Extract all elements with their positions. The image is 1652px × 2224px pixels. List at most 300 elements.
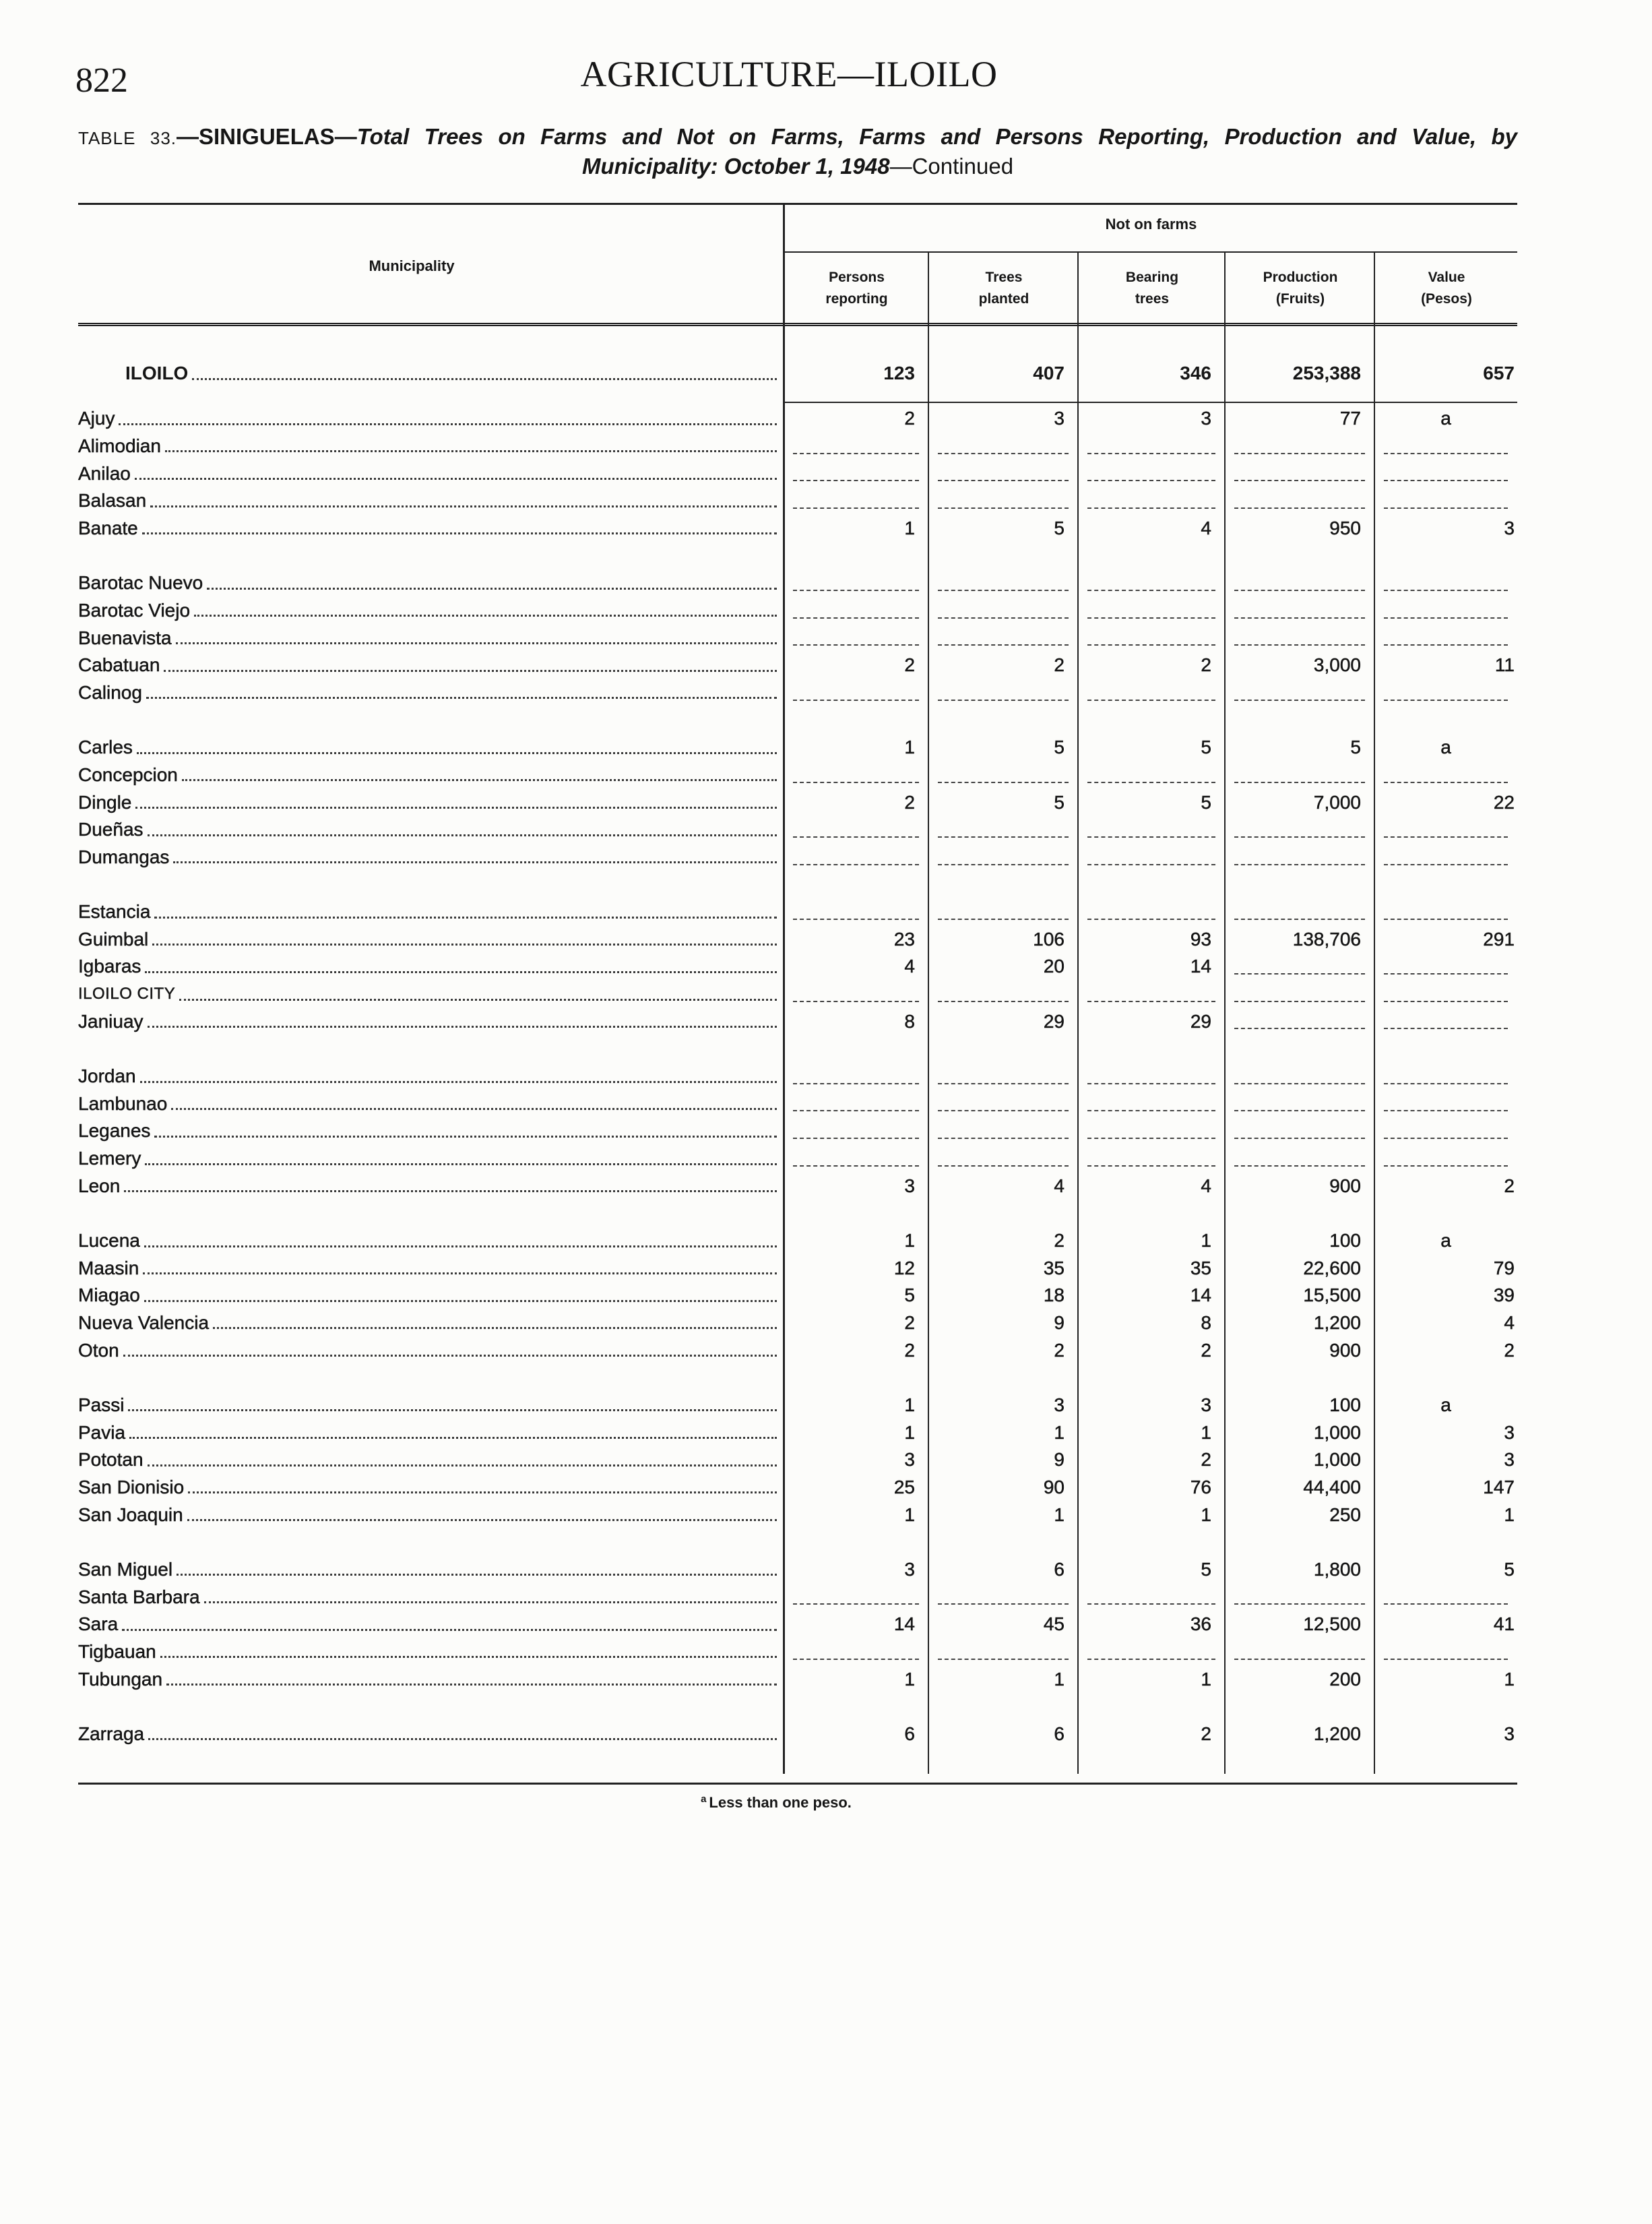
- footnote-marker: a: [701, 1793, 707, 1805]
- value-pesos-value: 3: [1504, 1723, 1515, 1744]
- persons-reporting-cell: [784, 898, 928, 926]
- table-row: [78, 1117, 1517, 1145]
- trees-planted-cell: [928, 1665, 1078, 1693]
- municipality-label: Jordan: [78, 1065, 136, 1087]
- persons-reporting-cell: [784, 569, 928, 597]
- trees-planted-cell: [928, 487, 1078, 515]
- bearing-trees-value: 2: [1201, 1449, 1211, 1471]
- trees-planted-cell: [928, 953, 1078, 981]
- municipality-cell: [78, 981, 784, 1008]
- production-fruits-value: 138,706: [1292, 928, 1361, 950]
- dot-leader: [119, 423, 777, 425]
- value-pesos-value: a: [1440, 1230, 1451, 1252]
- table-row: [78, 981, 1517, 1008]
- bearing-trees-value: 36: [1190, 1613, 1211, 1635]
- trees-planted-cell: [928, 1227, 1078, 1255]
- persons-reporting-cell: [784, 1583, 928, 1611]
- persons-reporting-value: 2: [904, 408, 915, 429]
- trees-planted-value: 407: [1033, 363, 1065, 384]
- table-row: [78, 460, 1517, 487]
- bearing-trees-value: 346: [1180, 363, 1211, 384]
- trees-planted-value: 3: [1054, 1394, 1065, 1415]
- group-spacer: [78, 706, 1517, 734]
- table-row: [78, 1063, 1517, 1090]
- bearing-trees-value: 3: [1201, 408, 1211, 429]
- footnote-text: Less than one peso.: [709, 1794, 852, 1811]
- production-fruits-cell: [1225, 460, 1374, 487]
- municipality-cell: [78, 1008, 784, 1035]
- trees-planted-cell: [928, 1172, 1078, 1200]
- dot-leader: [135, 807, 777, 809]
- trees-planted-cell: [928, 1008, 1078, 1035]
- trees-planted-cell: [928, 789, 1078, 816]
- trees-planted-cell: [928, 762, 1078, 789]
- dot-leader: [165, 450, 777, 452]
- municipality-label: Santa Barbara: [78, 1586, 200, 1607]
- municipality-cell: [78, 433, 784, 460]
- production-fruits-cell: [1225, 1227, 1374, 1255]
- municipality-label: Ajuy: [78, 408, 115, 429]
- municipality-label: ILOILO CITY: [78, 985, 176, 1003]
- trees-planted-cell: [928, 1583, 1078, 1611]
- table-number: TABLE 33.: [78, 128, 177, 148]
- persons-reporting-cell: [784, 405, 928, 433]
- municipality-cell: [78, 1556, 784, 1584]
- persons-reporting-cell: [784, 1638, 928, 1666]
- column-header-production: [1226, 267, 1374, 310]
- table-row: [78, 925, 1517, 953]
- municipality-label: Lambunao: [78, 1092, 168, 1114]
- bearing-trees-value: 2: [1201, 1339, 1211, 1361]
- bearing-trees-cell: [1078, 1474, 1225, 1502]
- trees-planted-value: 18: [1043, 1285, 1065, 1306]
- production-fruits-cell: [1225, 1556, 1374, 1584]
- dot-leader: [146, 697, 777, 699]
- continued-note: —Continued: [889, 154, 1014, 179]
- trees-planted-value: 3: [1054, 408, 1065, 429]
- persons-reporting-cell: [784, 1227, 928, 1255]
- table-row: [78, 1583, 1517, 1611]
- dot-leader: [148, 1464, 777, 1466]
- value-pesos-cell: [1374, 405, 1517, 433]
- dot-leader: [148, 834, 777, 836]
- table-row: [78, 652, 1517, 679]
- group-spacer: [78, 1364, 1517, 1392]
- bearing-trees-cell: [1078, 953, 1225, 981]
- value-pesos-value: 291: [1483, 928, 1515, 950]
- value-pesos-cell: [1374, 1008, 1517, 1035]
- bearing-trees-value: 3: [1201, 1394, 1211, 1415]
- trees-planted-cell: [928, 898, 1078, 926]
- table-title: Total Trees on Farms and Not on Farms, Farms and Persons Reporting, Production and Value, by: [356, 124, 1517, 149]
- dot-leader: [137, 752, 777, 754]
- municipality-cell: [78, 1254, 784, 1282]
- persons-reporting-cell: [784, 789, 928, 816]
- value-pesos-cell: [1374, 597, 1517, 625]
- production-fruits-value: 5: [1350, 737, 1361, 758]
- persons-reporting-cell: [784, 597, 928, 625]
- trees-planted-value: 106: [1033, 928, 1065, 950]
- bearing-trees-cell: [1078, 1501, 1225, 1528]
- municipality-cell: [78, 1419, 784, 1446]
- bearing-trees-cell: [1078, 1309, 1225, 1337]
- municipality-label: Buenavista: [78, 627, 172, 648]
- production-fruits-value: 250: [1329, 1504, 1361, 1525]
- trees-planted-value: 9: [1054, 1311, 1065, 1333]
- production-fruits-value: 950: [1329, 517, 1361, 538]
- trees-planted-cell: [928, 433, 1078, 460]
- trees-planted-value: 90: [1043, 1476, 1065, 1497]
- municipality-cell: [78, 1227, 784, 1255]
- trees-planted-value: 9: [1054, 1449, 1065, 1471]
- table-bottom-rule: [78, 1783, 1517, 1785]
- table-row: [78, 597, 1517, 625]
- production-fruits-cell: [1225, 1117, 1374, 1145]
- production-fruits-value: 1,000: [1313, 1421, 1361, 1443]
- value-pesos-value: 41: [1493, 1613, 1515, 1635]
- persons-reporting-cell: [784, 487, 928, 515]
- column-header-line: planted: [978, 291, 1029, 307]
- dot-leader: [188, 1491, 777, 1493]
- production-fruits-cell: [1225, 1583, 1374, 1611]
- production-fruits-cell: [1225, 569, 1374, 597]
- persons-reporting-cell: [784, 433, 928, 460]
- production-fruits-value: 100: [1329, 1230, 1361, 1252]
- persons-reporting-value: 2: [904, 791, 915, 813]
- persons-reporting-cell: [784, 679, 928, 707]
- bearing-trees-cell: [1078, 898, 1225, 926]
- dot-leader: [166, 1684, 777, 1686]
- bearing-trees-value: 4: [1201, 1175, 1211, 1196]
- value-pesos-value: 4: [1504, 1311, 1515, 1333]
- persons-reporting-value: 3: [904, 1558, 915, 1580]
- value-pesos-cell: [1374, 1721, 1517, 1748]
- total-row: [78, 360, 1517, 388]
- trees-planted-value: 29: [1043, 1010, 1065, 1032]
- persons-reporting-value: 8: [904, 1010, 915, 1032]
- production-fruits-cell: [1225, 1063, 1374, 1090]
- persons-reporting-value: 123: [883, 363, 915, 384]
- value-pesos-value: 3: [1504, 517, 1515, 538]
- trees-planted-value: 2: [1054, 1230, 1065, 1252]
- bearing-trees-cell: [1078, 1090, 1225, 1117]
- value-pesos-cell: [1374, 1638, 1517, 1666]
- value-pesos-cell: [1374, 652, 1517, 679]
- production-fruits-value: 1,000: [1313, 1449, 1361, 1471]
- production-fruits-value: 12,500: [1303, 1613, 1361, 1635]
- production-fruits-value: 7,000: [1313, 791, 1361, 813]
- production-fruits-value: 1,200: [1313, 1723, 1361, 1744]
- municipality-cell: [78, 515, 784, 543]
- production-fruits-value: 900: [1329, 1339, 1361, 1361]
- persons-reporting-value: 2: [904, 654, 915, 676]
- production-fruits-cell: [1225, 734, 1374, 762]
- table-row: [78, 1090, 1517, 1117]
- table-subject: —SINIGUELAS—: [177, 124, 357, 149]
- dot-leader: [123, 1355, 777, 1357]
- bearing-trees-value: 29: [1190, 1010, 1211, 1032]
- value-pesos-cell: [1374, 1665, 1517, 1693]
- production-fruits-cell: [1225, 515, 1374, 543]
- bearing-trees-cell: [1078, 1282, 1225, 1309]
- trees-planted-cell: [928, 1090, 1078, 1117]
- municipality-cell: [78, 405, 784, 433]
- dot-leader: [144, 1300, 777, 1302]
- municipality-cell: [78, 1638, 784, 1666]
- bearing-trees-cell: [1078, 1392, 1225, 1419]
- municipality-cell: [78, 1063, 784, 1090]
- value-pesos-cell: [1374, 1583, 1517, 1611]
- municipality-cell: [78, 652, 784, 679]
- value-pesos-cell: [1374, 734, 1517, 762]
- bearing-trees-value: 2: [1201, 1723, 1211, 1744]
- persons-reporting-cell: [784, 953, 928, 981]
- dot-leader: [135, 478, 777, 480]
- bearing-trees-cell: [1078, 487, 1225, 515]
- persons-reporting-value: 3: [904, 1175, 915, 1196]
- trees-planted-cell: [928, 1336, 1078, 1364]
- trees-planted-value: 35: [1043, 1257, 1065, 1278]
- persons-reporting-cell: [784, 1063, 928, 1090]
- bearing-trees-cell: [1078, 1638, 1225, 1666]
- bearing-trees-cell: [1078, 1556, 1225, 1584]
- group-spacer: [78, 1528, 1517, 1556]
- bearing-trees-cell: [1078, 1419, 1225, 1446]
- dot-leader: [124, 1190, 777, 1192]
- value-pesos-cell: [1374, 1611, 1517, 1638]
- municipality-cell: [78, 1721, 784, 1748]
- column-header-persons-reporting: [785, 267, 928, 310]
- table-row: [78, 1721, 1517, 1748]
- group-spacer: [78, 1035, 1517, 1063]
- value-pesos-value: 1: [1504, 1504, 1515, 1525]
- value-pesos-cell: [1374, 624, 1517, 652]
- dot-leader: [179, 999, 777, 1001]
- dot-leader: [182, 779, 777, 781]
- production-fruits-cell: [1225, 953, 1374, 981]
- trees-planted-cell: [928, 981, 1078, 1008]
- dot-leader: [187, 1519, 777, 1521]
- trees-planted-cell: [928, 1611, 1078, 1638]
- table-row: [78, 762, 1517, 789]
- municipality-label: Leon: [78, 1175, 121, 1196]
- persons-reporting-cell: [784, 816, 928, 844]
- table-row: [78, 624, 1517, 652]
- production-fruits-cell: [1225, 597, 1374, 625]
- table-row: [78, 1336, 1517, 1364]
- bearing-trees-value: 8: [1201, 1311, 1211, 1333]
- trees-planted-value: 4: [1054, 1175, 1065, 1196]
- municipality-cell: [78, 816, 784, 844]
- value-pesos-cell: [1374, 1090, 1517, 1117]
- table-row: [78, 1172, 1517, 1200]
- value-pesos-value: 5: [1504, 1558, 1515, 1580]
- persons-reporting-value: 1: [904, 1421, 915, 1443]
- persons-reporting-cell: [784, 1474, 928, 1502]
- production-fruits-cell: [1225, 433, 1374, 460]
- trees-planted-cell: [928, 569, 1078, 597]
- value-pesos-cell: [1374, 433, 1517, 460]
- persons-reporting-cell: [784, 460, 928, 487]
- persons-reporting-cell: [784, 981, 928, 1008]
- value-pesos-cell: [1374, 1501, 1517, 1528]
- municipality-cell: [78, 1172, 784, 1200]
- trees-planted-cell: [928, 1145, 1078, 1173]
- trees-planted-value: 2: [1054, 654, 1065, 676]
- trees-planted-value: 6: [1054, 1723, 1065, 1744]
- municipality-cell: [78, 898, 784, 926]
- production-fruits-value: 100: [1329, 1394, 1361, 1415]
- value-pesos-cell: [1374, 1254, 1517, 1282]
- column-header-line: (Pesos): [1421, 291, 1472, 307]
- dot-leader: [148, 1026, 777, 1028]
- municipality-label: San Joaquin: [78, 1504, 183, 1525]
- municipality-label: Oton: [78, 1339, 119, 1361]
- trees-planted-cell: [928, 816, 1078, 844]
- bearing-trees-value: 93: [1190, 928, 1211, 950]
- municipality-label: Calinog: [78, 681, 142, 703]
- column-header-bearing-trees: [1079, 267, 1225, 310]
- column-header-line: Trees: [985, 270, 1023, 285]
- production-fruits-cell: [1225, 1145, 1374, 1173]
- municipality-cell: [78, 569, 784, 597]
- value-pesos-cell: [1374, 1446, 1517, 1474]
- dot-leader: [152, 944, 777, 946]
- persons-reporting-value: 1: [904, 1394, 915, 1415]
- column-header-value: [1376, 267, 1517, 310]
- bearing-trees-value: 14: [1190, 956, 1211, 977]
- municipality-label: Maasin: [78, 1257, 139, 1278]
- table-caption-line-1: [78, 122, 1517, 152]
- value-pesos-cell: [1374, 789, 1517, 816]
- table-row: [78, 1501, 1517, 1528]
- bearing-trees-cell: [1078, 1721, 1225, 1748]
- municipality-cell: [78, 1392, 784, 1419]
- dot-leader: [140, 1081, 777, 1083]
- production-fruits-value: 200: [1329, 1668, 1361, 1690]
- production-fruits-cell: [1225, 1474, 1374, 1502]
- persons-reporting-cell: [784, 1008, 928, 1035]
- municipality-label: Banate: [78, 517, 138, 538]
- production-fruits-cell: [1225, 652, 1374, 679]
- trees-planted-cell: [928, 1254, 1078, 1282]
- bearing-trees-cell: [1078, 1008, 1225, 1035]
- municipality-label: San Miguel: [78, 1558, 173, 1580]
- production-fruits-cell: [1225, 405, 1374, 433]
- municipality-label: Anilao: [78, 462, 131, 484]
- bearing-trees-cell: [1078, 1063, 1225, 1090]
- production-fruits-cell: [1225, 789, 1374, 816]
- trees-planted-value: 6: [1054, 1558, 1065, 1580]
- dot-leader: [154, 1136, 777, 1138]
- dot-leader: [176, 642, 777, 644]
- municipality-label: Barotac Nuevo: [78, 572, 203, 594]
- value-pesos-cell: [1374, 953, 1517, 981]
- trees-planted-cell: [928, 405, 1078, 433]
- bearing-trees-cell: [1078, 652, 1225, 679]
- bearing-trees-value: 2: [1201, 654, 1211, 676]
- persons-reporting-value: 5: [904, 1285, 915, 1306]
- trees-planted-value: 1: [1054, 1668, 1065, 1690]
- table-top-rule: [78, 203, 1517, 205]
- persons-reporting-cell: [784, 1336, 928, 1364]
- bearing-trees-cell: [1078, 816, 1225, 844]
- column-header-trees-planted: [930, 267, 1078, 310]
- bearing-trees-cell: [1078, 1145, 1225, 1173]
- persons-reporting-value: 23: [893, 928, 915, 950]
- trees-planted-cell: [928, 1474, 1078, 1502]
- column-header-line: reporting: [825, 291, 888, 307]
- persons-reporting-cell: [784, 1145, 928, 1173]
- persons-reporting-cell: [784, 1665, 928, 1693]
- municipality-label: Barotac Viejo: [78, 599, 191, 621]
- municipality-cell: [78, 624, 784, 652]
- trees-planted-cell: [928, 925, 1078, 953]
- value-pesos-cell: [1374, 515, 1517, 543]
- value-pesos-value: 657: [1483, 363, 1515, 384]
- bearing-trees-cell: [1078, 624, 1225, 652]
- bearing-trees-cell: [1078, 1665, 1225, 1693]
- production-fruits-cell: [1225, 679, 1374, 707]
- municipality-label: Carles: [78, 737, 133, 758]
- value-pesos-cell: [1374, 1556, 1517, 1584]
- persons-reporting-cell: [784, 1392, 928, 1419]
- municipality-cell: [78, 1501, 784, 1528]
- production-fruits-cell: [1225, 1282, 1374, 1309]
- persons-reporting-cell: [784, 1501, 928, 1528]
- trees-planted-cell: [928, 652, 1078, 679]
- dot-leader: [145, 971, 777, 973]
- trees-planted-cell: [928, 460, 1078, 487]
- municipality-cell: [78, 1446, 784, 1474]
- table-row: [78, 1392, 1517, 1419]
- municipality-cell: [78, 1611, 784, 1638]
- bearing-trees-cell: [1078, 981, 1225, 1008]
- municipality-label: Concepcion: [78, 764, 178, 785]
- table-row: [78, 515, 1517, 543]
- value-pesos-cell: [1374, 898, 1517, 926]
- value-pesos-cell: [1374, 1172, 1517, 1200]
- value-pesos-value: 147: [1483, 1476, 1515, 1497]
- municipality-label: Tubungan: [78, 1668, 163, 1690]
- production-fruits-cell: [1225, 1090, 1374, 1117]
- column-header-line: (Fruits): [1275, 291, 1325, 307]
- persons-reporting-cell: [784, 652, 928, 679]
- persons-reporting-value: 1: [904, 517, 915, 538]
- dot-leader: [148, 1738, 777, 1740]
- municipality-label: Nueva Valencia: [78, 1311, 210, 1333]
- value-pesos-value: a: [1440, 1394, 1451, 1415]
- table-row: [78, 1556, 1517, 1584]
- value-pesos-value: 1: [1504, 1668, 1515, 1690]
- total-row-container: [78, 360, 1517, 388]
- trees-planted-cell: [928, 734, 1078, 762]
- persons-reporting-value: 12: [893, 1257, 915, 1278]
- production-fruits-cell: [1225, 1392, 1374, 1419]
- dot-leader: [150, 505, 777, 507]
- bearing-trees-cell: [1078, 1227, 1225, 1255]
- value-pesos-cell: [1374, 1063, 1517, 1090]
- production-fruits-value: 77: [1339, 408, 1361, 429]
- production-fruits-cell: [1225, 925, 1374, 953]
- trees-planted-value: 1: [1054, 1421, 1065, 1443]
- municipality-cell: [78, 1090, 784, 1117]
- municipality-cell: [78, 1309, 784, 1337]
- group-spacer: [78, 1693, 1517, 1721]
- table-row: [78, 1227, 1517, 1255]
- table-row: [78, 1419, 1517, 1446]
- production-fruits-cell: [1225, 1309, 1374, 1337]
